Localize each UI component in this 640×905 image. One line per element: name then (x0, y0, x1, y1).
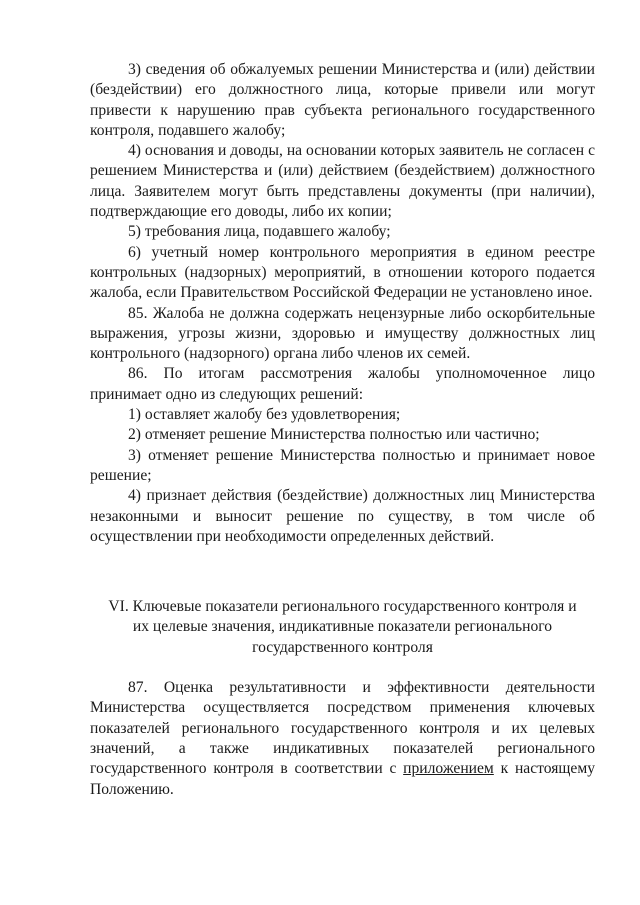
section-heading-line-2: их целевые значения, индикативные показатели регионального (132, 618, 553, 636)
item-4-grounds-and-arguments: 4) основания и доводы, на основании которых заявитель не согласен с решением Министерства и (или) действием (бездействием) должностного лица. Заявителем могут быть представлены документы (при наличии), подтверждающие его доводы, либо их копии; (90, 142, 595, 221)
decision-1: 1) оставляет жалобу без удовлетворения; (128, 406, 401, 424)
decision-4: 4) признает действия (бездействие) должностных лиц Министерства незаконными и выносит решение по существу, в том числе об осуществлении при необходимости определенных действий. (90, 487, 595, 545)
decision-2: 2) отменяет решение Министерства полностью или частично; (128, 426, 540, 444)
clause-87 (90, 678, 595, 800)
section-vi-heading (90, 597, 595, 658)
clause-86: 86. По итогам рассмотрения жалобы уполномоченное лицо принимает одно из следующих решений: (90, 365, 595, 403)
clause-87-text-end: к настоящему Положению. (90, 760, 596, 798)
item-5-requirements: 5) требования лица, подавшего жалобу; (128, 223, 391, 241)
section-heading-line-1: VI. Ключевые показатели регионального государственного контроля и (108, 598, 577, 616)
clause-85: 85. Жалоба не должна содержать нецензурные либо оскорбительные выражения, угрозы жизни, здоровью и имуществу должностных лиц контрольного (надзорного) органа либо членов их семей. (90, 304, 595, 363)
appendix-link[interactable]: приложением (403, 760, 494, 778)
section-heading-line-3: государственного контроля (252, 638, 433, 656)
item-6-registration-number: 6) учетный номер контрольного мероприятия в едином реестре контрольных (надзорных) мероприятий, в отношении которого подается жалоба, если Правительством Российской Федерации не установлено иное. (90, 243, 595, 302)
decision-3: 3) отменяет решение Министерства полностью и принимает новое решение; (90, 446, 595, 484)
document-page (90, 60, 595, 800)
clause-87-text-start: 87. Оценка результативности и эффективности деятельности Министерства осуществляется посредством применения ключевых показателей регионального государственного контроля и их целевых значений, а также индикативных показателей регионального государственного контроля в соответствии с (90, 679, 595, 778)
item-3-complaint-details: 3) сведения об обжалуемых решении Министерства и (или) действии (бездействии) его должностного лица, которые привели или могут привести к нарушению прав субъекта регионального государственного контроля, подавшего жалобу; (90, 61, 595, 139)
